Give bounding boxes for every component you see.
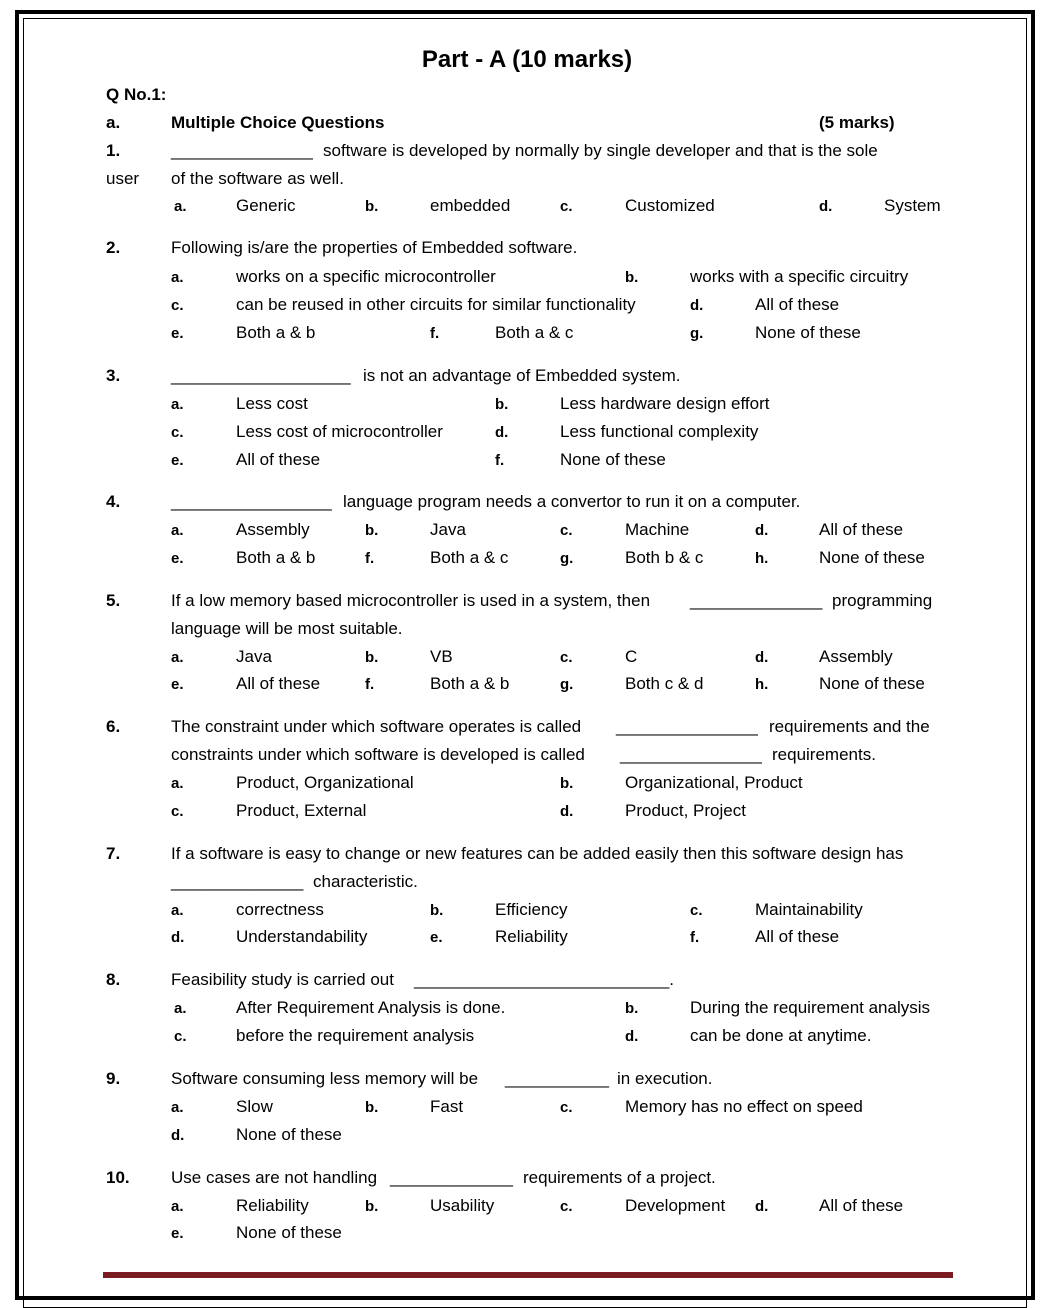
answer-blank: _______________ <box>616 717 758 736</box>
option-letter: d. <box>819 198 833 215</box>
option-e: None of these <box>236 1223 342 1242</box>
option-letter: e. <box>171 325 184 342</box>
option-c: Machine <box>625 520 690 539</box>
question-number-label: Q No.1: <box>106 85 167 104</box>
question-text: software is developed by normally by single developer and that is the sole <box>323 141 878 160</box>
option-c: can be reused in other circuits for similar functionality <box>236 295 636 314</box>
option-a: Product, Organizational <box>236 773 414 792</box>
option-letter: b. <box>365 522 379 539</box>
option-a: Less cost <box>236 394 308 413</box>
option-letter: b. <box>560 775 574 792</box>
option-letter: g. <box>560 676 574 693</box>
option-g: None of these <box>755 323 861 342</box>
option-b: Java <box>430 520 466 539</box>
option-letter: g. <box>560 550 574 567</box>
question-text: language program needs a convertor to run it on a computer. <box>343 492 801 511</box>
option-c: Maintainability <box>755 900 863 919</box>
option-a: Reliability <box>236 1196 309 1215</box>
option-d: All of these <box>755 295 840 314</box>
option-letter: a. <box>171 396 184 413</box>
option-letter: f. <box>690 929 700 946</box>
question-number: 1. <box>106 141 121 160</box>
option-a: Slow <box>236 1097 273 1116</box>
option-b: Fast <box>430 1097 464 1116</box>
option-letter: d. <box>625 1028 639 1045</box>
option-a: Assembly <box>236 520 310 539</box>
option-b: During the requirement analysis <box>690 998 931 1017</box>
question-text: characteristic. <box>313 872 418 891</box>
option-letter: e. <box>171 1225 184 1242</box>
option-h: None of these <box>819 674 925 693</box>
option-letter: f. <box>365 676 375 693</box>
option-c: Customized <box>625 196 715 215</box>
option-letter: h. <box>755 676 769 693</box>
option-letter: b. <box>430 902 444 919</box>
answer-blank: _______________ <box>171 141 313 160</box>
question-number: 3. <box>106 366 121 385</box>
option-letter: d. <box>755 1198 769 1215</box>
option-letter: b. <box>365 1099 379 1116</box>
section-marks: (5 marks) <box>819 113 895 132</box>
option-b: Efficiency <box>495 900 568 919</box>
option-letter: a. <box>171 1198 184 1215</box>
option-letter: d. <box>495 424 509 441</box>
question-text: If a software is easy to change or new features can be added easily then this software design has <box>171 844 904 863</box>
question-number: 9. <box>106 1069 121 1088</box>
option-letter: a. <box>171 269 184 286</box>
section-letter: a. <box>106 113 121 132</box>
option-b: Usability <box>430 1196 495 1215</box>
question-number: 8. <box>106 970 121 989</box>
question-text: requirements. <box>772 745 876 764</box>
option-letter: a. <box>171 522 184 539</box>
option-letter: c. <box>560 522 573 539</box>
option-d: All of these <box>819 520 904 539</box>
option-letter: b. <box>625 269 639 286</box>
option-d: None of these <box>236 1125 342 1144</box>
question-text: Software consuming less memory will be <box>171 1069 479 1088</box>
option-letter: b. <box>365 1198 379 1215</box>
question-text: programming <box>832 591 933 610</box>
option-a: works on a specific microcontroller <box>236 267 496 286</box>
question-text: in execution. <box>617 1069 713 1088</box>
option-g: Both c & d <box>625 674 704 693</box>
option-letter: c. <box>690 902 703 919</box>
option-f: All of these <box>755 927 840 946</box>
option-e: All of these <box>236 450 321 469</box>
option-e: Reliability <box>495 927 568 946</box>
option-letter: c. <box>171 297 184 314</box>
option-f: Both a & b <box>430 674 510 693</box>
option-a: Generic <box>236 196 296 215</box>
option-letter: a. <box>174 198 187 215</box>
question-text: of the software as well. <box>171 169 344 188</box>
option-c: C <box>625 647 638 666</box>
question-number: 7. <box>106 844 121 863</box>
question-text: requirements and the <box>769 717 930 736</box>
answer-blank: ___________ <box>505 1069 610 1088</box>
option-d: can be done at anytime. <box>690 1026 872 1045</box>
option-c: Memory has no effect on speed <box>625 1097 863 1116</box>
option-a: After Requirement Analysis is done. <box>236 998 506 1017</box>
question-text: Following is/are the properties of Embedded software. <box>171 238 578 257</box>
option-b: Less hardware design effort <box>560 394 770 413</box>
answer-blank: ___________________________. <box>414 970 674 989</box>
option-letter: d. <box>690 297 704 314</box>
option-letter: c. <box>171 424 184 441</box>
option-f: None of these <box>560 450 666 469</box>
section-heading: Multiple Choice Questions <box>171 113 385 132</box>
option-f: Both a & c <box>430 548 509 567</box>
option-letter: e. <box>171 452 184 469</box>
option-letter: b. <box>365 649 379 666</box>
option-f: Both a & c <box>495 323 574 342</box>
answer-blank: ___________________ <box>171 366 351 385</box>
option-e: All of these <box>236 674 321 693</box>
option-letter: g. <box>690 325 704 342</box>
question-number: 6. <box>106 717 121 736</box>
option-letter: e. <box>171 550 184 567</box>
option-h: None of these <box>819 548 925 567</box>
option-letter: d. <box>560 803 574 820</box>
option-e: Both a & b <box>236 323 316 342</box>
option-c: Development <box>625 1196 726 1215</box>
option-g: Both b & c <box>625 548 704 567</box>
option-letter: h. <box>755 550 769 567</box>
option-letter: d. <box>755 649 769 666</box>
option-letter: b. <box>365 198 379 215</box>
answer-blank: _________________ <box>171 492 332 511</box>
option-letter: a. <box>171 649 184 666</box>
option-c: Less cost of microcontroller <box>236 422 443 441</box>
question-text: Use cases are not handling <box>171 1168 378 1187</box>
option-letter: f. <box>365 550 375 567</box>
option-b: Organizational, Product <box>625 773 803 792</box>
question-number: 4. <box>106 492 121 511</box>
option-d: Product, Project <box>625 801 746 820</box>
question-number: 5. <box>106 591 121 610</box>
option-letter: e. <box>171 676 184 693</box>
option-e: Both a & b <box>236 548 316 567</box>
option-letter: c. <box>560 1099 573 1116</box>
option-a: Java <box>236 647 272 666</box>
option-letter: a. <box>171 775 184 792</box>
option-c: before the requirement analysis <box>236 1026 475 1045</box>
option-letter: d. <box>171 1127 185 1144</box>
option-letter: c. <box>560 198 573 215</box>
question-number: 10. <box>106 1168 130 1187</box>
page-title: Part - A (10 marks) <box>421 46 633 73</box>
option-letter: c. <box>174 1028 187 1045</box>
question-text: If a low memory based microcontroller is used in a system, then <box>171 591 651 610</box>
option-letter: a. <box>174 1000 187 1017</box>
option-a: correctness <box>236 900 324 919</box>
option-letter: d. <box>171 929 185 946</box>
option-letter: c. <box>171 803 184 820</box>
option-letter: f. <box>495 452 505 469</box>
option-d: Understandability <box>236 927 368 946</box>
option-letter: f. <box>430 325 440 342</box>
question-text: language will be most suitable. <box>171 619 403 638</box>
question-text: The constraint under which software operates is called <box>171 717 582 736</box>
question-text: is not an advantage of Embedded system. <box>363 366 681 385</box>
option-letter: b. <box>495 396 509 413</box>
option-letter: e. <box>430 929 443 946</box>
option-d: Less functional complexity <box>560 422 759 441</box>
option-b: embedded <box>430 196 511 215</box>
option-letter: c. <box>560 649 573 666</box>
option-letter: c. <box>560 1198 573 1215</box>
answer-blank: _____________ <box>390 1168 513 1187</box>
answer-blank: _______________ <box>620 745 762 764</box>
question-text: requirements of a project. <box>523 1168 716 1187</box>
question-text: Feasibility study is carried out <box>171 970 394 989</box>
option-d: System <box>884 196 941 215</box>
option-letter: d. <box>755 522 769 539</box>
option-d: Assembly <box>819 647 893 666</box>
question-number: 2. <box>106 238 121 257</box>
option-d: All of these <box>819 1196 904 1215</box>
option-letter: a. <box>171 1099 184 1116</box>
footer-divider <box>103 1272 953 1278</box>
answer-blank: ______________ <box>690 591 823 610</box>
answer-blank: ______________ <box>171 872 304 891</box>
question-text: user <box>106 169 140 188</box>
option-b: works with a specific circuitry <box>690 267 909 286</box>
option-letter: a. <box>171 902 184 919</box>
option-b: VB <box>430 647 453 666</box>
question-text: constraints under which software is developed is called <box>171 745 585 764</box>
option-letter: b. <box>625 1000 639 1017</box>
option-c: Product, External <box>236 801 367 820</box>
